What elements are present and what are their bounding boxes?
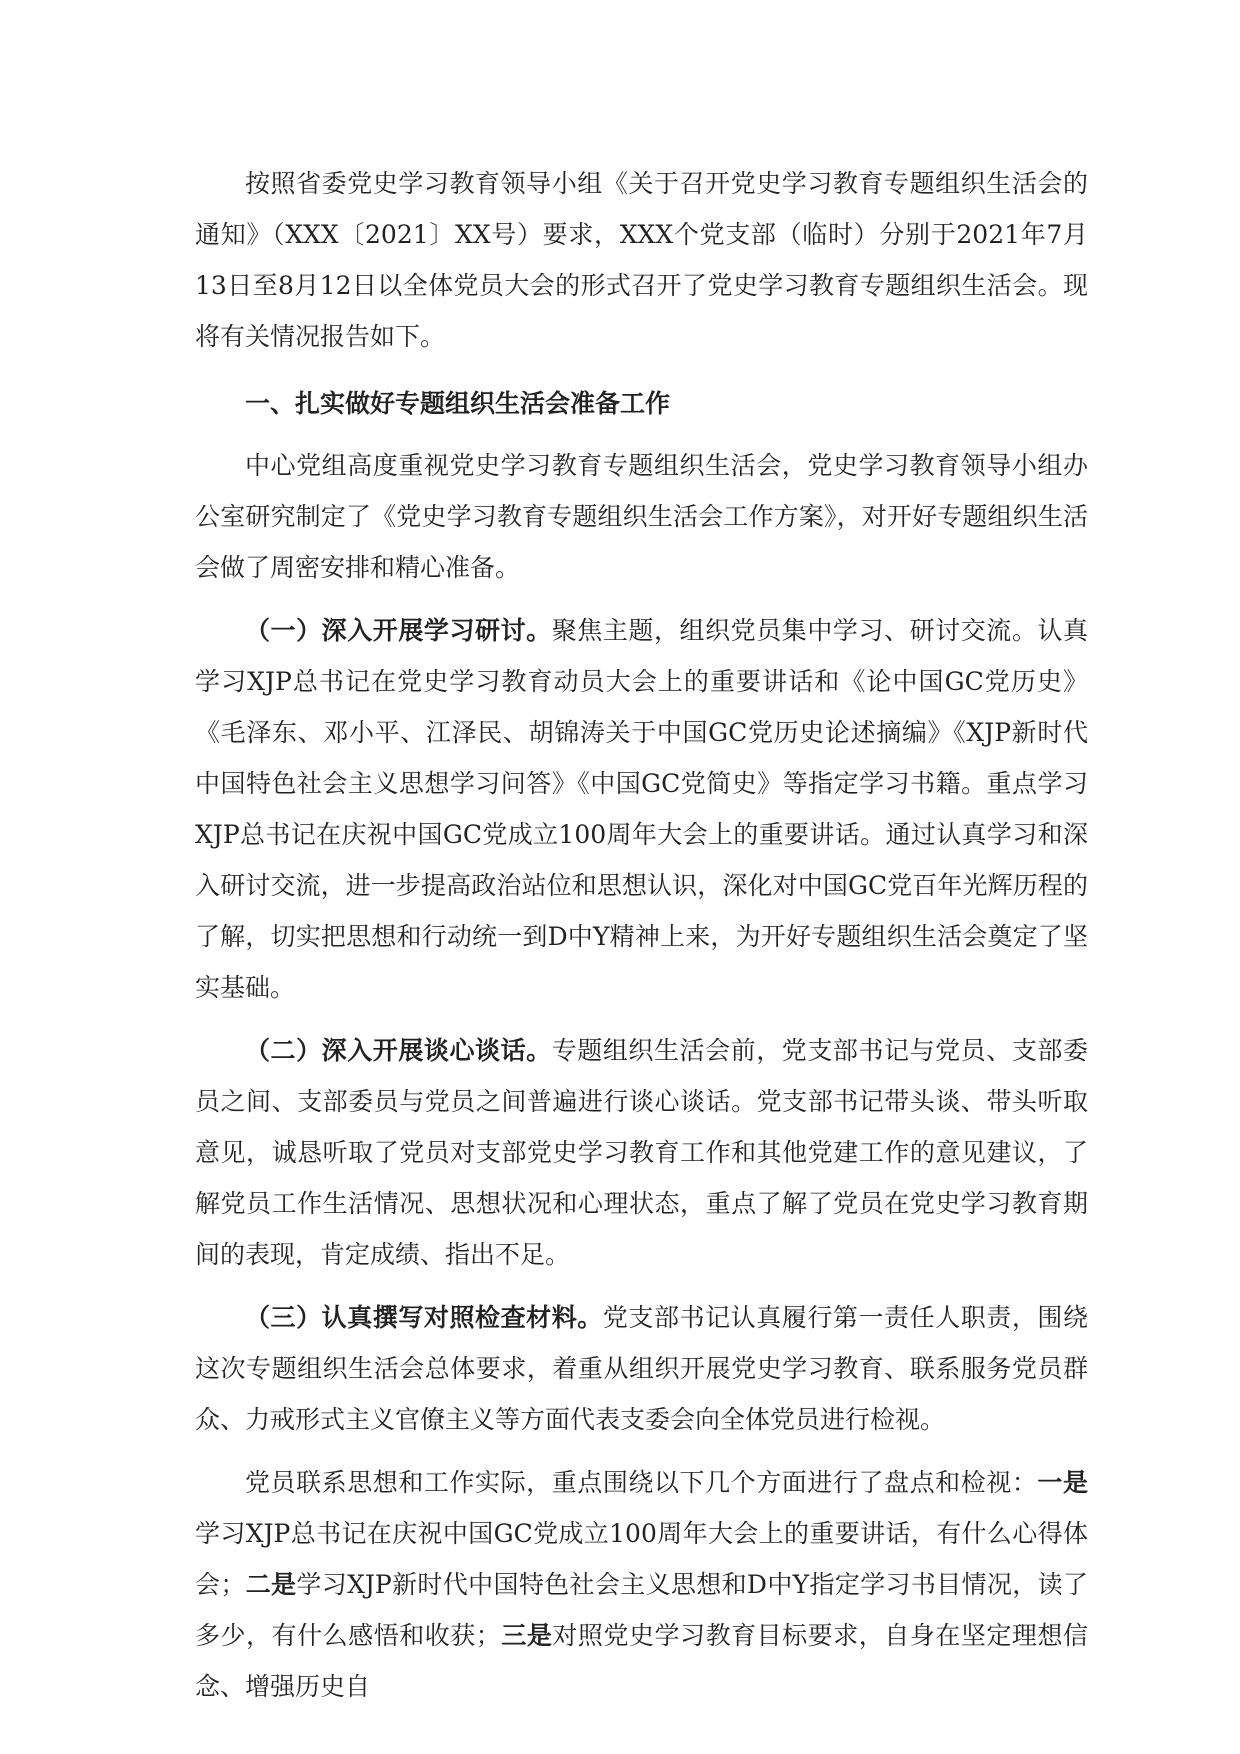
overview-paragraph: 中心党组高度重视党史学习教育专题组织生活会，党史学习教育领导小组办公室研究制定了《党史学习教育专题组织生活会工作方案》，对开好专题组织生活会做了周密安排和精心准备。 — [195, 451, 1088, 582]
item-talk-text: 专题组织生活会前，党支部书记与党员、支部委员之间、支部委员与党员之间普遍进行谈心谈话。党支部书记带头谈、带头听取意见，诚恳听取了党员对支部党史学习教育工作和其他党建工作的意见建议，了解党员工作生活情况、思想状况和心理状态，重点了解了党员在党史学习教育期间的表现，肯定成绩、指出不足。 — [195, 1036, 1088, 1269]
item-talk-lead: （二）深入开展谈心谈话。 — [245, 1036, 552, 1065]
item-study-lead: （一）深入开展学习研讨。 — [245, 616, 552, 645]
intro-paragraph: 按照省委党史学习教育领导小组《关于召开党史学习教育专题组织生活会的通知》（XXX〔2021〕XX号）要求，XXX个党支部（临时）分别于2021年7月13日至8月12日以全体党员大会的形式召开了党史学习教育专题组织生活会。现将有关情况报告如下。 — [195, 169, 1088, 351]
item-study-paragraph — [195, 605, 1088, 1013]
review-intro: 党员联系思想和工作实际，重点围绕以下几个方面进行了盘点和检视： — [245, 1468, 1038, 1497]
item-material-lead: （三）认真撰写对照检查材料。 — [245, 1303, 603, 1332]
review-point-first: 学习XJP总书记在庆祝中国GC党成立100周年大会上的重要讲话，有什么心得体会； — [195, 1519, 1088, 1599]
ordinal-second: 二是 — [245, 1570, 297, 1599]
ordinal-first: 一是 — [1037, 1468, 1088, 1497]
ordinal-third: 三是 — [500, 1621, 553, 1650]
review-point-second: 学习XJP新时代中国特色社会主义思想和D中Y指定学习书目情况，读了多少，有什么感悟和收获； — [195, 1570, 1088, 1650]
item-material-text: 党支部书记认真履行第一责任人职责，围绕这次专题组织生活会总体要求，着重从组织开展党史学习教育、联系服务党员群众、力戒形式主义官僚主义等方面代表支委会向全体党员进行检视。 — [195, 1303, 1088, 1434]
item-material-paragraph — [195, 1292, 1088, 1445]
item-talk-paragraph — [195, 1025, 1088, 1280]
document-page — [195, 158, 1088, 1724]
review-point-third: 对照党史学习教育目标要求，自身在坚定理想信念、增强历史自 — [195, 1621, 1088, 1701]
item-study-text: 聚焦主题，组织党员集中学习、研讨交流。认真学习XJP总书记在党史学习教育动员大会上的重要讲话和《论中国GC党历史》《毛泽东、邓小平、江泽民、胡锦涛关于中国GC党历史论述摘编》《XJP新时代中国特色社会主义思想学习问答》《中国GC党简史》等指定学习书籍。重点学习XJP总书记在庆祝中国GC党成立100周年大会上的重要讲话。通过认真学习和深入研讨交流，进一步提高政治站位和思想认识，深化对中国GC党百年光辉历程的了解，切实把思想和行动统一到D中Y精神上来，为开好专题组织生活会奠定了坚实基础。 — [195, 616, 1088, 1002]
review-paragraph — [195, 1457, 1088, 1712]
section-heading: 一、扎实做好专题组织生活会准备工作 — [245, 389, 671, 418]
